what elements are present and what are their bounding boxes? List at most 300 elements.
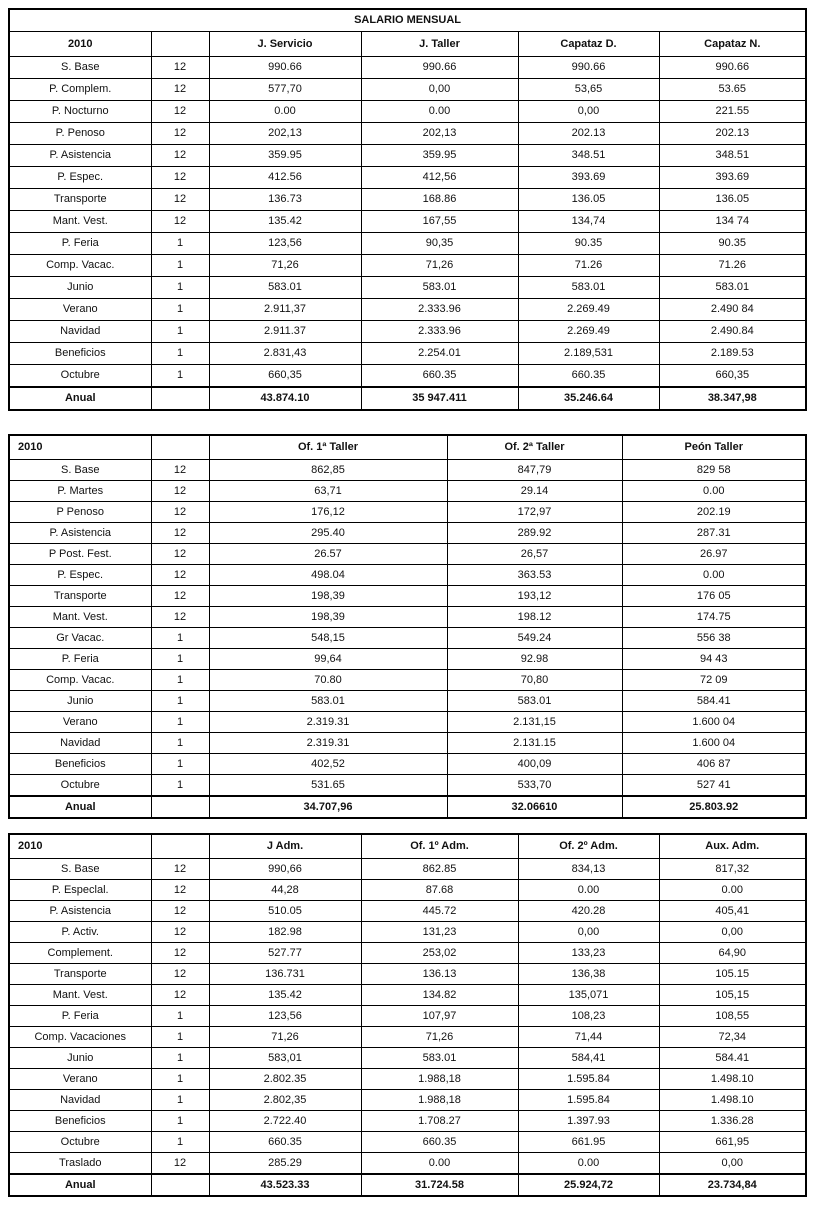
row-label: Octubre	[9, 365, 151, 388]
cell-value: 287.31	[622, 523, 806, 544]
salary-table-taller	[8, 434, 807, 819]
cell-value: 108,55	[659, 1006, 806, 1027]
cell-value: 53.65	[659, 79, 806, 101]
table-row	[9, 255, 806, 277]
cell-value: 2.490.84	[659, 321, 806, 343]
table-row	[9, 1132, 806, 1153]
cell-value: 2.911.37	[209, 321, 361, 343]
row-label: P. Martes	[9, 481, 151, 502]
cell-value: 990.66	[209, 57, 361, 79]
row-multiplier: 12	[151, 880, 209, 901]
cell-value: 405,41	[659, 901, 806, 922]
row-multiplier: 12	[151, 901, 209, 922]
row-label: Anual	[9, 1174, 151, 1196]
cell-value: 26.97	[622, 544, 806, 565]
row-multiplier: 12	[151, 189, 209, 211]
row-label: Octubre	[9, 775, 151, 797]
row-label: P. Complem.	[9, 79, 151, 101]
cell-value: 402,52	[209, 754, 447, 775]
table-row	[9, 880, 806, 901]
cell-value: 0.00	[659, 880, 806, 901]
cell-value: 123,56	[209, 1006, 361, 1027]
row-label: P. Espec.	[9, 167, 151, 189]
cell-value: 72,34	[659, 1027, 806, 1048]
cell-value: 94 43	[622, 649, 806, 670]
cell-value: 105.15	[659, 964, 806, 985]
table-row	[9, 365, 806, 388]
cell-value: 90.35	[659, 233, 806, 255]
table-row	[9, 387, 806, 410]
cell-value: 583.01	[518, 277, 659, 299]
cell-value: 1.498.10	[659, 1090, 806, 1111]
cell-value: 660.35	[361, 1132, 518, 1153]
cell-value: 202,13	[209, 123, 361, 145]
cell-value: 2.802,35	[209, 1090, 361, 1111]
cell-value: 202.13	[518, 123, 659, 145]
cell-value: 990.66	[518, 57, 659, 79]
column-header: Peón Taller	[622, 435, 806, 460]
row-multiplier: 12	[151, 481, 209, 502]
cell-value: 1.708.27	[361, 1111, 518, 1132]
table-row	[9, 628, 806, 649]
salary-table-admin	[8, 833, 807, 1197]
row-multiplier: 1	[151, 712, 209, 733]
table-row	[9, 964, 806, 985]
cell-value: 92.98	[447, 649, 622, 670]
cell-value: 1.397.93	[518, 1111, 659, 1132]
cell-value: 556 38	[622, 628, 806, 649]
cell-value: 0.00	[622, 481, 806, 502]
row-multiplier: 12	[151, 922, 209, 943]
cell-value: 583.01	[659, 277, 806, 299]
row-multiplier: 12	[151, 544, 209, 565]
row-label: Junio	[9, 1048, 151, 1069]
row-multiplier: 1	[151, 1048, 209, 1069]
row-label: Verano	[9, 712, 151, 733]
row-multiplier: 1	[151, 299, 209, 321]
cell-value: 862,85	[209, 460, 447, 481]
row-label: Verano	[9, 1069, 151, 1090]
row-multiplier: 12	[151, 101, 209, 123]
table-row	[9, 733, 806, 754]
row-label: Comp. Vacac.	[9, 670, 151, 691]
cell-value: 2.319.31	[209, 712, 447, 733]
row-label: P. Asistencia	[9, 901, 151, 922]
cell-value: 1.595.84	[518, 1069, 659, 1090]
cell-value: 108,23	[518, 1006, 659, 1027]
cell-value: 35 947.411	[361, 387, 518, 410]
cell-value: 393.69	[518, 167, 659, 189]
cell-value: 35.246.64	[518, 387, 659, 410]
row-multiplier: 1	[151, 1132, 209, 1153]
row-label: Transporte	[9, 189, 151, 211]
cell-value: 660,35	[659, 365, 806, 388]
cell-value: 583,01	[209, 1048, 361, 1069]
cell-value: 182.98	[209, 922, 361, 943]
cell-value: 2.189,531	[518, 343, 659, 365]
table-row	[9, 1153, 806, 1175]
cell-value: 393.69	[659, 167, 806, 189]
cell-value: 660,35	[209, 365, 361, 388]
cell-value: 285.29	[209, 1153, 361, 1175]
cell-value: 168.86	[361, 189, 518, 211]
row-label: Octubre	[9, 1132, 151, 1153]
cell-value: 549.24	[447, 628, 622, 649]
row-multiplier: 1	[151, 1006, 209, 1027]
table-row	[9, 922, 806, 943]
table-row	[9, 502, 806, 523]
row-multiplier: 12	[151, 964, 209, 985]
cell-value: 71,26	[209, 255, 361, 277]
table-row	[9, 796, 806, 818]
row-label: P. Feria	[9, 649, 151, 670]
table-row	[9, 123, 806, 145]
cell-value: 2.333.96	[361, 299, 518, 321]
cell-value: 135.42	[209, 985, 361, 1006]
row-label: P. Feria	[9, 1006, 151, 1027]
row-label: S. Base	[9, 57, 151, 79]
cell-value: 136,38	[518, 964, 659, 985]
cell-value: 1.595.84	[518, 1090, 659, 1111]
cell-value: 2.319.31	[209, 733, 447, 754]
cell-value: 2.490 84	[659, 299, 806, 321]
table-row	[9, 712, 806, 733]
row-multiplier: 12	[151, 1153, 209, 1175]
row-multiplier: 1	[151, 733, 209, 754]
table-row	[9, 565, 806, 586]
table-row	[9, 670, 806, 691]
table-row	[9, 1111, 806, 1132]
row-multiplier: 12	[151, 57, 209, 79]
cell-value: 71.26	[518, 255, 659, 277]
row-multiplier: 12	[151, 123, 209, 145]
row-multiplier	[151, 387, 209, 410]
cell-value: 70.80	[209, 670, 447, 691]
cell-value: 295.40	[209, 523, 447, 544]
column-header: Capataz D.	[518, 32, 659, 57]
cell-value: 400,09	[447, 754, 622, 775]
cell-value: 34.707,96	[209, 796, 447, 818]
cell-value: 29.14	[447, 481, 622, 502]
row-multiplier: 1	[151, 649, 209, 670]
row-multiplier	[151, 796, 209, 818]
cell-value: 123,56	[209, 233, 361, 255]
cell-value: 71,26	[209, 1027, 361, 1048]
row-label: P. Activ.	[9, 922, 151, 943]
cell-value: 359.95	[361, 145, 518, 167]
cell-value: 87.68	[361, 880, 518, 901]
cell-value: 0,00	[518, 101, 659, 123]
cell-value: 135,071	[518, 985, 659, 1006]
cell-value: 2.131,15	[447, 712, 622, 733]
cell-value: 660.35	[518, 365, 659, 388]
cell-value: 0,00	[518, 922, 659, 943]
cell-value: 71.26	[659, 255, 806, 277]
row-label: S. Base	[9, 859, 151, 880]
row-multiplier: 1	[151, 321, 209, 343]
table-row	[9, 57, 806, 79]
cell-value: 136.13	[361, 964, 518, 985]
cell-value: 25.924,72	[518, 1174, 659, 1196]
cell-value: 253,02	[361, 943, 518, 964]
row-multiplier: 12	[151, 79, 209, 101]
cell-value: 134 74	[659, 211, 806, 233]
table-row	[9, 985, 806, 1006]
table-row	[9, 189, 806, 211]
cell-value: 0.00	[361, 1153, 518, 1175]
cell-value: 406 87	[622, 754, 806, 775]
row-multiplier: 1	[151, 754, 209, 775]
row-multiplier: 12	[151, 985, 209, 1006]
table-row	[9, 233, 806, 255]
cell-value: 167,55	[361, 211, 518, 233]
table-header-row	[9, 435, 806, 460]
column-header: J. Taller	[361, 32, 518, 57]
cell-value: 829 58	[622, 460, 806, 481]
row-label: Complement.	[9, 943, 151, 964]
cell-value: 412,56	[361, 167, 518, 189]
table-row	[9, 1027, 806, 1048]
table-row	[9, 775, 806, 797]
table-row	[9, 901, 806, 922]
cell-value: 548,15	[209, 628, 447, 649]
table-row	[9, 691, 806, 712]
table-row	[9, 211, 806, 233]
cell-value: 133,23	[518, 943, 659, 964]
cell-value: 172,97	[447, 502, 622, 523]
cell-value: 99,64	[209, 649, 447, 670]
cell-value: 2.911,37	[209, 299, 361, 321]
row-multiplier: 12	[151, 607, 209, 628]
row-multiplier: 12	[151, 211, 209, 233]
cell-value: 43.523.33	[209, 1174, 361, 1196]
cell-value: 2.269.49	[518, 321, 659, 343]
cell-value: 198.12	[447, 607, 622, 628]
salary-table-service	[8, 8, 807, 411]
row-label: Beneficios	[9, 754, 151, 775]
cell-value: 202,13	[361, 123, 518, 145]
table-row	[9, 460, 806, 481]
row-label: Comp. Vacaciones	[9, 1027, 151, 1048]
row-multiplier: 1	[151, 1111, 209, 1132]
cell-value: 193,12	[447, 586, 622, 607]
cell-value: 2.722.40	[209, 1111, 361, 1132]
cell-value: 43.874.10	[209, 387, 361, 410]
table-row	[9, 523, 806, 544]
row-label: P. Penoso	[9, 123, 151, 145]
cell-value: 527 41	[622, 775, 806, 797]
table-row	[9, 79, 806, 101]
cell-value: 0.00	[518, 880, 659, 901]
cell-value: 348.51	[518, 145, 659, 167]
column-header: Of. 2º Adm.	[518, 834, 659, 859]
row-label: Mant. Vest.	[9, 211, 151, 233]
cell-value: 105,15	[659, 985, 806, 1006]
cell-value: 135.42	[209, 211, 361, 233]
cell-value: 510.05	[209, 901, 361, 922]
table-row	[9, 299, 806, 321]
row-multiplier: 1	[151, 775, 209, 797]
row-label: Gr Vacac.	[9, 628, 151, 649]
table-row	[9, 101, 806, 123]
year-header: 2010	[9, 435, 151, 460]
row-label: Navidad	[9, 1090, 151, 1111]
row-label: Beneficios	[9, 343, 151, 365]
cell-value: 72 09	[622, 670, 806, 691]
row-label: Mant. Vest.	[9, 985, 151, 1006]
cell-value: 64,90	[659, 943, 806, 964]
row-label: P. Especlal.	[9, 880, 151, 901]
table-row	[9, 277, 806, 299]
cell-value: 577,70	[209, 79, 361, 101]
row-label: Mant. Vest.	[9, 607, 151, 628]
row-label: Junio	[9, 277, 151, 299]
cell-value: 134,74	[518, 211, 659, 233]
empty-header	[151, 435, 209, 460]
cell-value: 661,95	[659, 1132, 806, 1153]
table-row	[9, 754, 806, 775]
cell-value: 26,57	[447, 544, 622, 565]
table-row	[9, 481, 806, 502]
row-label: Transporte	[9, 586, 151, 607]
table-row	[9, 1174, 806, 1196]
cell-value: 533,70	[447, 775, 622, 797]
column-header: J. Servicio	[209, 32, 361, 57]
cell-value: 1.600 04	[622, 733, 806, 754]
cell-value: 1.336.28	[659, 1111, 806, 1132]
row-multiplier: 1	[151, 628, 209, 649]
cell-value: 71,26	[361, 255, 518, 277]
table-header-row	[9, 834, 806, 859]
cell-value: 176,12	[209, 502, 447, 523]
column-header: Of. 1º Adm.	[361, 834, 518, 859]
row-multiplier: 12	[151, 943, 209, 964]
cell-value: 31.724.58	[361, 1174, 518, 1196]
cell-value: 90,35	[361, 233, 518, 255]
row-multiplier: 1	[151, 670, 209, 691]
cell-value: 2.269.49	[518, 299, 659, 321]
cell-value: 32.06610	[447, 796, 622, 818]
row-multiplier: 1	[151, 233, 209, 255]
table-row	[9, 145, 806, 167]
cell-value: 834,13	[518, 859, 659, 880]
cell-value: 531.65	[209, 775, 447, 797]
cell-value: 583.01	[361, 1048, 518, 1069]
row-label: P. Nocturno	[9, 101, 151, 123]
cell-value: 90.35	[518, 233, 659, 255]
row-label: Beneficios	[9, 1111, 151, 1132]
cell-value: 445.72	[361, 901, 518, 922]
table-row	[9, 1048, 806, 1069]
year-header: 2010	[9, 32, 151, 57]
row-multiplier: 1	[151, 691, 209, 712]
row-multiplier: 1	[151, 1069, 209, 1090]
cell-value: 136.05	[659, 189, 806, 211]
column-header: Of. 2ª Taller	[447, 435, 622, 460]
column-header: Of. 1ª Taller	[209, 435, 447, 460]
row-label: P. Asistencia	[9, 145, 151, 167]
cell-value: 198,39	[209, 607, 447, 628]
cell-value: 498.04	[209, 565, 447, 586]
cell-value: 363.53	[447, 565, 622, 586]
table-header-row	[9, 32, 806, 57]
cell-value: 71,26	[361, 1027, 518, 1048]
row-label: P Penoso	[9, 502, 151, 523]
cell-value: 63,71	[209, 481, 447, 502]
table-row	[9, 1006, 806, 1027]
row-multiplier: 12	[151, 859, 209, 880]
table-row	[9, 859, 806, 880]
row-label: P. Asistencia	[9, 523, 151, 544]
row-multiplier: 1	[151, 277, 209, 299]
cell-value: 862.85	[361, 859, 518, 880]
cell-value: 38.347,98	[659, 387, 806, 410]
cell-value: 348.51	[659, 145, 806, 167]
empty-header	[151, 32, 209, 57]
cell-value: 584.41	[622, 691, 806, 712]
row-multiplier: 12	[151, 586, 209, 607]
cell-value: 2.831,43	[209, 343, 361, 365]
cell-value: 0,00	[659, 1153, 806, 1175]
table-row	[9, 586, 806, 607]
row-label: Navidad	[9, 321, 151, 343]
row-multiplier: 12	[151, 523, 209, 544]
row-label: P. Espec.	[9, 565, 151, 586]
cell-value: 0.00	[622, 565, 806, 586]
empty-header	[151, 834, 209, 859]
cell-value: 1.498.10	[659, 1069, 806, 1090]
row-multiplier: 1	[151, 255, 209, 277]
row-label: P. Feria	[9, 233, 151, 255]
table-row	[9, 607, 806, 628]
cell-value: 847,79	[447, 460, 622, 481]
cell-value: 198,39	[209, 586, 447, 607]
cell-value: 25.803.92	[622, 796, 806, 818]
row-multiplier: 12	[151, 565, 209, 586]
table-row	[9, 321, 806, 343]
cell-value: 221.55	[659, 101, 806, 123]
cell-value: 583.01	[361, 277, 518, 299]
cell-value: 202.13	[659, 123, 806, 145]
cell-value: 2.802.35	[209, 1069, 361, 1090]
cell-value: 412.56	[209, 167, 361, 189]
cell-value: 584,41	[518, 1048, 659, 1069]
table-title: SALARIO MENSUAL	[9, 9, 806, 32]
cell-value: 176 05	[622, 586, 806, 607]
row-label: Junio	[9, 691, 151, 712]
cell-value: 289.92	[447, 523, 622, 544]
row-label: Traslado	[9, 1153, 151, 1175]
cell-value: 2.254.01	[361, 343, 518, 365]
cell-value: 1.600 04	[622, 712, 806, 733]
row-label: Anual	[9, 796, 151, 818]
cell-value: 2.189.53	[659, 343, 806, 365]
cell-value: 2.333.96	[361, 321, 518, 343]
cell-value: 420.28	[518, 901, 659, 922]
cell-value: 359.95	[209, 145, 361, 167]
table-row	[9, 343, 806, 365]
row-label: Navidad	[9, 733, 151, 754]
cell-value: 0.00	[209, 101, 361, 123]
cell-value: 583.01	[209, 691, 447, 712]
table-title-row	[9, 9, 806, 32]
cell-value: 53,65	[518, 79, 659, 101]
cell-value: 136.73	[209, 189, 361, 211]
row-multiplier: 1	[151, 365, 209, 388]
table-row	[9, 649, 806, 670]
cell-value: 527.77	[209, 943, 361, 964]
cell-value: 136.731	[209, 964, 361, 985]
